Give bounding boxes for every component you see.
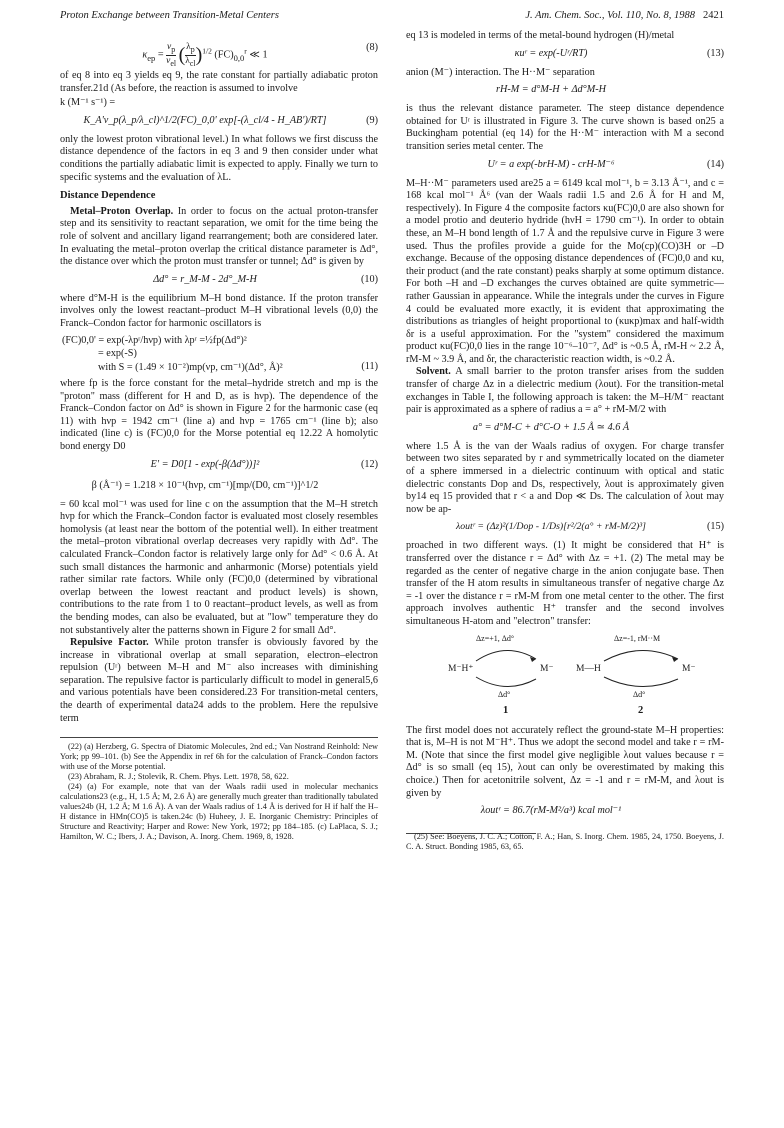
equation-12-number: (12): [361, 458, 378, 470]
paragraph: anion (M⁻) interaction. The H··M⁻ separation: [406, 66, 595, 78]
equation-11-line-a: (FC)0,0' = exp(-λpʳ/hνp) with λpʳ =½fp(Δd°)²: [62, 334, 247, 346]
equation-10: [60, 272, 378, 290]
footnote-25: (25) See: Boeyens, J. C. A.; Cotton, F. A.; Han, S. Inorg. Chem. 1985, 24, 1750. Boeyens, J. C. A. Struct. Bonding 1985, 63, 65.: [406, 832, 724, 852]
footnote-22: (22) (a) Herzberg, G. Spectra of Diatomic Molecules, 2nd ed.; Van Nostrand Reinhold: New York; pp 99–101. (b) See the Appendix in ref 6h for the calculation of Franck–Condon factors with use of the Morse potential.: [60, 742, 378, 772]
transfer-scheme: [406, 633, 724, 723]
paragraph: where 1.5 Å is the van der Waals radius of oxygen. For charge transfer between two sites separated by r and symmetrically located on the diameter of a sphere immersed in a dielectric continuum with optical and static dielectric constants Dop and Ds, respectively, λout is approximately given by14 eq 15 provided that r < a and Dop ≪ Ds. The calculation of λout may now be ap-: [406, 440, 724, 515]
equation-9-body: K_A'ν_p(λ_p/λ_cl)^1/2(FC)_0,0' exp[-(λ_cl/4 - H_AB')/RT]: [83, 114, 327, 126]
scheme-2-top-label: Δz=-1, rM··M: [614, 633, 661, 643]
paragraph-text: A small barrier to the proton transfer arises from the sudden transfer of charge Δz in a dielectric medium (λout). For the transition-metal exchanges in Table I, the following approach is taken: the M–H/M⁻ reactant pair is approximated as a sphere of radius a = a° + rM-M/2 with: [406, 366, 724, 416]
equation-9-number: (9): [366, 114, 378, 126]
scheme-1-bottom-label: Δd°: [498, 689, 511, 699]
paragraph: proached in two different ways. (1) It might be considered that H⁺ is transferred over the distance r = Δd° with Δz = +1. (2) The metal may be regarded as the center of negative charge in the anion conjugate base. Then transfer of the H atom results in simultaneous transfer of negative charge Δz = -1 over the distance r = rM-M from one metal center to the other. The first approach involves authentic H⁺ transfer and the second involves simultaneous H-atom and "electron" transfer:: [406, 540, 724, 627]
footnotes: [60, 737, 378, 842]
paragraph-metal-proton-overlap: [60, 206, 378, 269]
equation-12-body: E' = D0[1 - exp(-β(Δd°))]²: [150, 458, 260, 470]
paragraph-solvent: [406, 366, 724, 416]
scheme-1-upper-arrow: [476, 650, 536, 661]
paragraph-repulsive-factor: [60, 637, 378, 725]
equation-15-body: λoutʳ = (Δz)²(1/Dop - 1/Ds)[r²/2(a° + rM-M/2)³]: [456, 521, 646, 533]
paragraph: M–H··M⁻ parameters used are25 a = 6149 kcal mol⁻¹, b = 3.13 Å⁻¹, and c = 168 kcal mol⁻¹ Å⁶ (van der Waals radii 1.5 and 2.6 Å for H and M, respectively). In Figure 4 the composite factors κu(FC)0,0 are also shown for a model protio and deuterio hydride (hνH = 1790 cm⁻¹). In order to obtain these, an M–H bond length of 1.7 Å and the repulsive curve in Figure 3 were used. Thus the profiles provide a guide for the Mo(cp)(CO)3H or –D exchange. Because of the opposing distance dependences of (FC)0,0 and κu, their product (and the rate constant) peaks sharply at some optimum distance. For both –H and –D exchanges the curves obtained are quite symmetric—rather Gaussian in appearance. While the integrals under the curves in Figure 4 could be evaluated more exactly, it is evident that approximating the distributions as triangles of height proportional to (κuκp)max and half-width δr is a useful approximation. For the "system" considered the maximum product κu(FC)0,0 lies in the range 10⁻⁶–10⁻⁷, Δd° is ~0.5 Å, rM-H ~ 2.2 Å, rM-M ~ 3.9 Å, and δr, the characteristic reaction width, is ~0.2 Å.: [406, 177, 724, 365]
running-head: [60, 10, 724, 26]
equation-12-beta-body: β (Å⁻¹) = 1.218 × 10⁻¹(hνp, cm⁻¹)[mp/(D0, cm⁻¹)]^1/2: [91, 479, 319, 491]
journal-citation: J. Am. Chem. Soc., Vol. 110, No. 8, 1988: [525, 10, 695, 21]
equation-a-body: a° = d°M-C + d°C-O + 1.5 Å ≃ 4.6 Å: [472, 421, 630, 433]
run-in-heading: Solvent.: [416, 366, 451, 378]
equation-10-number: (10): [361, 273, 378, 285]
scheme-arrows: [406, 633, 724, 723]
running-head-journal: [525, 10, 724, 21]
equation-13-number: (13): [707, 47, 724, 59]
scheme-2-lower-arrow: [604, 677, 678, 687]
scheme-1-right-species: M⁻: [540, 663, 554, 674]
scheme-1-left-species: M⁻H⁺: [448, 663, 474, 674]
equation-final: [406, 803, 724, 821]
scheme-1-number: 1: [503, 704, 509, 716]
equation-8-body: $\kappa_{ep}$ = $\nu_p$ $\nu_{el}$ ( $\lambda_p$ $\lambda_{cl}$ )$^{1/2}$ $(FC)_{0,0}^r$ ≪ 1: [142, 42, 268, 68]
run-in-heading: Metal–Proton Overlap.: [70, 205, 174, 217]
equation-9-lead: k (M⁻¹ s⁻¹) =: [60, 97, 116, 109]
equation-10-body: Δd° = r_M-M - 2d°_M-H: [153, 273, 257, 285]
scheme-2-right-species: M⁻: [682, 663, 696, 674]
equation-15-number: (15): [707, 521, 724, 533]
equation-14: [406, 157, 724, 175]
scheme-2-bottom-label: Δd°: [633, 689, 646, 699]
equation-14-body: Uʳ = a exp(-brH-M) - crH-M⁻⁶: [487, 158, 615, 170]
equation-13: [406, 46, 724, 64]
equation-11-line-b: = exp(-S): [98, 348, 137, 359]
equation-11-number: (11): [361, 361, 378, 373]
footnotes-right: [406, 832, 724, 852]
equation-12-beta: [60, 478, 378, 496]
paragraph: of eq 8 into eq 3 yields eq 9, the rate constant for partially adiabatic proton transfer.21d (As before, the reaction is assumed to involve: [60, 70, 378, 94]
paragraph: eq 13 is modeled in terms of the metal-bound hydrogen (H)/metal: [406, 30, 675, 41]
equation-12: [60, 457, 378, 475]
equation-rhm: [406, 82, 724, 100]
equation-11: [60, 334, 378, 375]
scheme-1-lower-arrow: [476, 677, 536, 687]
paragraph: where fp is the force constant for the metal–hydride stretch and mp is the "proton" mass (different for H and D, as is hνp). The dependence of the Franck–Condon factor on Δd° is shown in Figure 2 for the harmonic case (eq 11) with hνp = 1942 cm⁻¹ (line a) and hνp = 1765 cm⁻¹ (line b); also indicated (line c) is (FC)0,0 for the Morse potential eq 12.22 A homolytic bond energy D0: [60, 378, 378, 452]
scheme-1-top-label: Δz=+1, Δd°: [476, 633, 515, 643]
right-column: [406, 30, 724, 852]
paragraph-text: In order to focus on the actual proton-transfer step and its sensitivity to reactant separation, we omit for the time being the role of solvent and ancillary ligand rearrangement; both are considered later. In evaluating the metal–proton overlap the critical distance parameter is Δd°, the distance over which the proton must transfer or tunnel; Δd° is given by: [60, 205, 378, 268]
paragraph: only the lowest proton vibrational level.) In what follows we first discuss the distance dependence of the factors in eq 3 and 9 then consider under what conditions the partially adiabatic limit is expected to apply. Finally we turn to specific systems and the evaluation of λL.: [60, 133, 378, 183]
equation-15: [406, 519, 724, 537]
equation-9: [60, 113, 378, 131]
paragraph: The first model does not accurately reflect the ground-state M–H properties: that is, M–H is not M⁻H⁺. Thus we adopt the second model and take r = rM-M. (Note that since the first model give negligible λout values because r = Δd° is so small (eq 15), λout can only be overestimated by making this choice.) Then for acetonitrile solvent, Δz = -1 and r = rM-M, and λout is given by: [406, 724, 724, 799]
scheme-2-number: 2: [638, 704, 644, 716]
equation-rhm-body: rH-M = d°M-H + Δd°M-H: [496, 84, 606, 96]
footnote-24: (24) (a) For example, note that van der Waals radii used in molecular mechanics calculations23 (e.g., H, 1.5 Å; M, 2.6 Å) are generally much greater than traditionally tabulated values24b (H, 1.2 Å; M 1.6 Å). A van der Waals radius of 1.4 Å is derived for H if half the H–H distance in HMn(CO)5 is taken.24c (b) Huheey, J. E. Inorganic Chemistry: Principles of Structure and Reactivity; Harper and Rowe: New York, 1972; pp 184–185. (c) LaPlaca, S. J.; Hamilton, W. C.; Ibers, J. A.; Davison, A. Inorg. Chem. 1969, 8, 1928.: [60, 782, 378, 842]
scheme-2-left-species: M—H: [576, 663, 601, 674]
section-heading: Distance Dependence: [60, 190, 156, 202]
scheme-2-upper-arrow: [604, 650, 678, 661]
paragraph-text: While proton transfer is obviously favored by the increase in vibrational overlap at small separation, electron–electron repulsion (Uʳ) between M–H and M⁻ also increases with diminishing separation. The repulsive factor is particularly difficult to model in general5,6 and various potentials have been considered.23 For transition-metal centers, the dearth of experimental data24 adds to the problem. Here the repulsive term: [60, 637, 378, 724]
paragraph: where d°M-H is the equilibrium M–H bond distance. If the proton transfer involves only the lowest reactant–product M–H vibrational levels (0,0) the Franck–Condon factor for harmonic oscillators is: [60, 292, 378, 329]
equation-8-number: (8): [366, 42, 378, 53]
equation-13-body: κuʳ = exp(-Uʳ/RT): [514, 47, 588, 59]
equation-a: [406, 420, 724, 438]
equation-14-number: (14): [707, 158, 724, 170]
paragraph: is thus the relevant distance parameter. The steep distance dependence obtained for Uʳ is illustrated in Figure 3. The curve shown is based on25 a Buckingham potential (eq 14) for the H··M⁻ interaction with M a second transition series metal center. The: [406, 103, 724, 152]
run-in-heading: Repulsive Factor.: [70, 637, 149, 649]
equation-11-body: [60, 334, 378, 375]
paragraph: = 60 kcal mol⁻¹ was used for line c on the assumption that the M–H stretch hνp for which the Franck–Condon factor is evaluated most closely resembles homolysis (at least near the bottom of the potential well). In either treatment the metal–proton vibrational overlap decreases very rapidly with Δd°. The calculated Franck–Condon factor is relatively large only for Δd° < 0.6 Å. At such small distances the harmonic and anharmonic (Morse) potentials yield rather similar rate factors. While only (FC)0,0 (determined by vibrational overlap between the lowest reactant and product levels) is shown, contributions to the rate from 1 to 0 reactant–product levels, as well as from the bending modes, can also be evaluated, but at "low" temperature they do not substantively alter the patterns shown in Figure 2 for small Δd°.: [60, 498, 378, 636]
footnote-23: (23) Abraham, R. J.; Stolevik, R. Chem. Phys. Lett. 1978, 58, 622.: [68, 772, 289, 782]
left-column: [60, 30, 378, 842]
equation-final-body: λoutʳ = 86.7(rM-M²/a³) kcal mol⁻¹: [480, 805, 622, 817]
equation-11-line-c: with S = (1.49 × 10⁻²)mp(νp, cm⁻¹)(Δd°, Å)²: [98, 361, 283, 373]
page-number: 2421: [703, 10, 724, 21]
running-head-title: Proton Exchange between Transition-Metal Centers: [60, 10, 279, 21]
equation-8: [60, 33, 378, 67]
